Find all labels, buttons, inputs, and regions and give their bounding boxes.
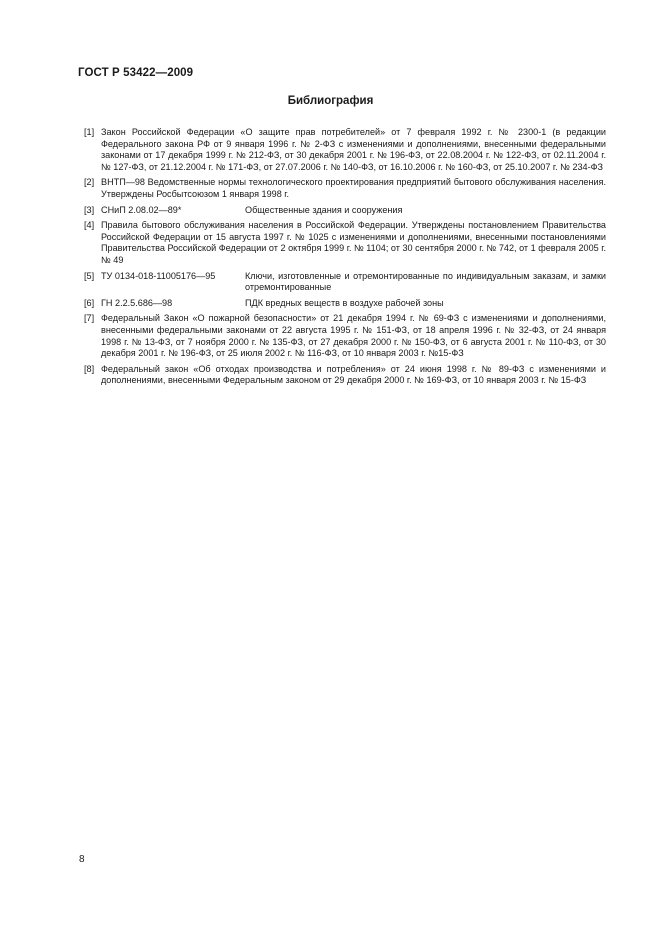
reference-number: [3]	[84, 204, 95, 215]
reference-text: ВНТП—98 Ведомственные нормы технологического проектирования предприятий бытового обслуживания населения. Утверждены Росбытсоюзом 1 января 1998 г.	[101, 177, 606, 199]
reference-item	[84, 177, 606, 200]
reference-item	[84, 127, 606, 173]
reference-text: Федеральный Закон «О пожарной безопасности» от 21 декабря 1994 г. № 69-ФЗ с изменениями и дополнениями, внесенными федеральными законами от 22 августа 1995 г. № 151-ФЗ, от 18 апреля 1996 г. № 32-ФЗ, от 24 января 1998 г. № 13-ФЗ, от 7 ноября 2000 г. № 135-ФЗ, от 27 декабря 2000 г. № 150-ФЗ, от 6 августа 2001 г. № 110-ФЗ, от 30 декабря 2001 г. № 196-ФЗ, от 25 июля 2002 г. № 116-ФЗ, от 10 января 2003 г. №15-ФЗ	[101, 313, 606, 359]
reference-number: [4]	[84, 220, 95, 231]
reference-code: СНиП 2.08.02—89*	[101, 204, 182, 215]
reference-number: [6]	[84, 297, 95, 308]
reference-item	[84, 298, 606, 310]
reference-item	[84, 364, 606, 387]
page-number: 8	[79, 854, 85, 865]
reference-number: [7]	[84, 313, 95, 324]
reference-list	[84, 127, 606, 391]
reference-description: Общественные здания и сооружения	[245, 204, 403, 215]
reference-text: Закон Российской Федерации «О защите прав потребителей» от 7 февраля 1992 г. № 2300-1 (в редакции Федерального закона РФ от 9 января 1996 г. № 2-ФЗ с изменениями и дополнениями, внесенными федеральными законами от 17 декабря 1999 г. № 212-ФЗ, от 30 декабря 2001 г. № 196-ФЗ, от 22.08.2004 г. № 122-ФЗ, от 02.11.2004 г. № 127-ФЗ, от 21.12.2004 г. № 171-ФЗ, от 27.07.2006 г. № 140-ФЗ, от 16.10.2006 г. № 160-ФЗ, от 25.10.2007 г. № 234-ФЗ	[101, 127, 606, 172]
reference-code: ТУ 0134-018-11005176—95	[101, 270, 216, 281]
document-code: ГОСТ Р 53422—2009	[78, 67, 194, 79]
bibliography-title: Библиография	[287, 95, 374, 107]
reference-number: [8]	[84, 363, 95, 374]
reference-text: Правила бытового обслуживания населения в Российской Федерации. Утверждены постановлением Правительства Российской Федерации от 15 августа 1997 г. № 1025 с изменениями и дополнениями, внесенными постановлениями Правительства Российской Федерации от 2 октября 1999 г. № 1104; от 30 сентября 2000 г. № 742, от 1 февраля 2005 г. № 49	[101, 220, 606, 265]
reference-number: [2]	[84, 177, 95, 188]
reference-item	[84, 271, 606, 294]
reference-item	[84, 220, 606, 266]
reference-description: ПДК вредных веществ в воздухе рабочей зоны	[245, 297, 444, 308]
reference-code: ГН 2.2.5.686—98	[101, 297, 173, 308]
reference-text: Федеральный закон «Об отходах производства и потребления» от 24 июня 1998 г. № 89-ФЗ с изменениями и дополнениями, внесенными Федеральным законом от 29 декабря 2000 г. № 169-ФЗ, от 10 января 2003 г. № 15-ФЗ	[101, 363, 606, 386]
reference-number: [1]	[84, 127, 95, 137]
reference-description: Ключи, изготовленные и отремонтированные по индивидуальным заказам, и замки отремонтированные	[245, 270, 606, 293]
reference-number: [5]	[84, 270, 95, 281]
reference-item	[84, 313, 606, 359]
reference-item	[84, 205, 606, 217]
